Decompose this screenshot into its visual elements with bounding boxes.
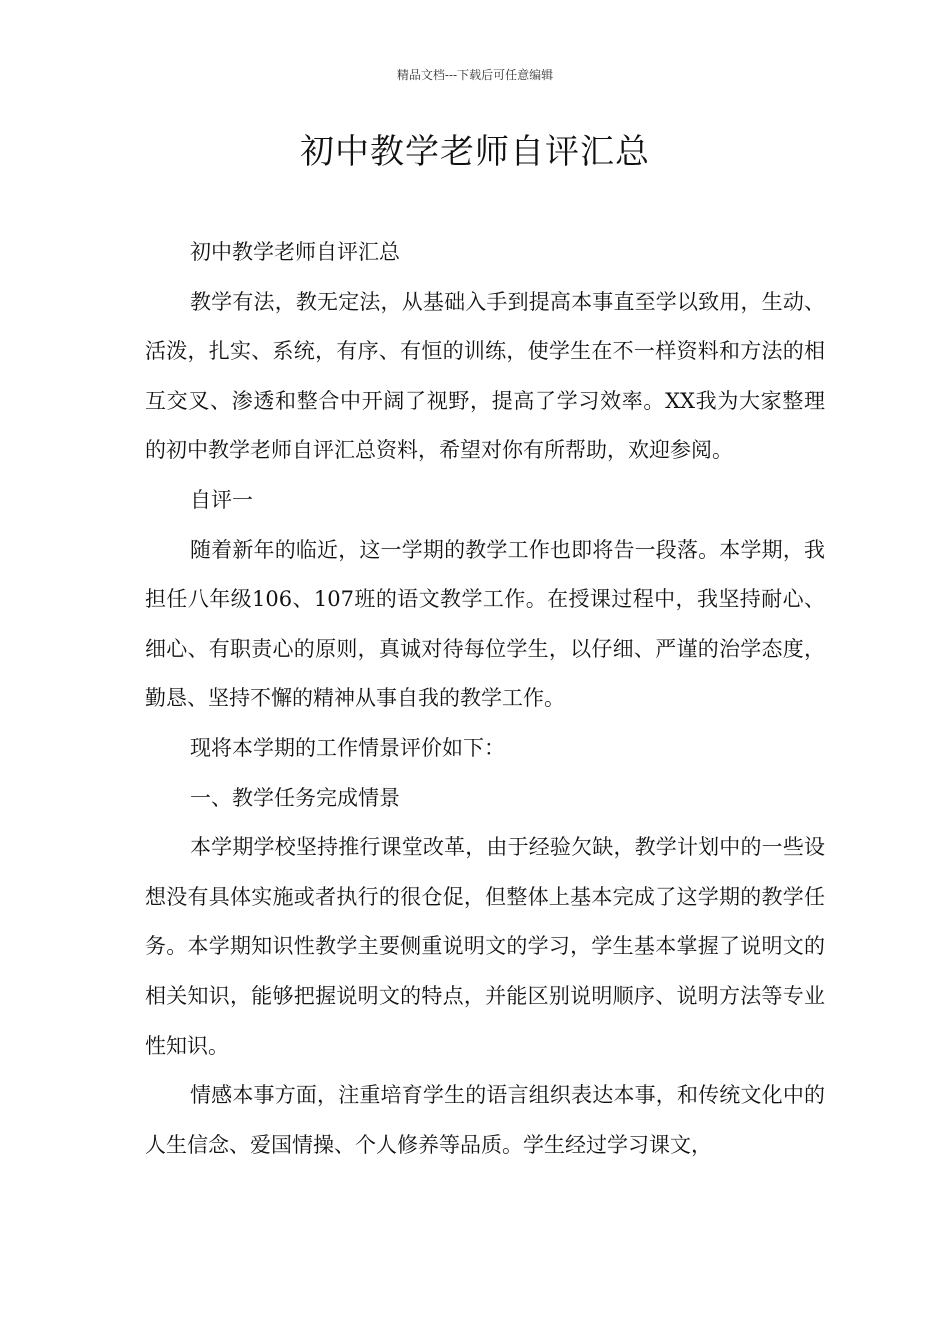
document-body <box>145 228 825 1170</box>
paragraph-semester-overview: 随着新年的临近，这一学期的教学工作也即将告一段落。本学期，我担任八年级106、107班的语文教学工作。在授课过程中，我坚持耐心、细心、有职责心的原则，真诚对待每位学生，以仔细、严谨的治学态度，勤恳、坚持不懈的精神从事自我的教学工作。 <box>145 537 825 711</box>
paragraph-task-completion: 本学期学校坚持推行课堂改革，由于经验欠缺，教学计划中的一些设想没有具体实施或者执行的很仓促，但整体上基本完成了这学期的教学任务。本学期知识性教学主要侧重说明文的学习，学生基本掌握了说明文的相关知识，能够把握说明文的特点，并能区别说明顺序、说明方法等专业性知识。 <box>145 835 825 1058</box>
section-heading-review-one: 自评一 <box>190 487 253 512</box>
document-title: 初中教学老师自评汇总 <box>300 132 650 172</box>
header-note: 精品文档---下载后可任意编辑 <box>396 68 554 82</box>
paragraph-emotional-ability: 情感本事方面，注重培育学生的语言组织表达本事，和传统文化中的人生信念、爱国情操、个人修养等品质。学生经过学习课文， <box>145 1083 825 1157</box>
paragraph-subtitle: 初中教学老师自评汇总 <box>190 240 400 264</box>
paragraph-evaluation-lead: 现将本学期的工作情景评价如下： <box>190 735 505 760</box>
paragraph-intro: 教学有法，教无定法，从基础入手到提高本事直至学以致用，生动、活泼，扎实、系统，有序、有恒的训练，使学生在不一样资料和方法的相互交叉、渗透和整合中开阔了视野，提高了学习效率。XX我为大家整理的初中教学老师自评汇总资料，希望对你有所帮助，欢迎参阅。 <box>145 289 825 463</box>
section-heading-task-completion: 一、教学任务完成情景 <box>190 785 400 810</box>
